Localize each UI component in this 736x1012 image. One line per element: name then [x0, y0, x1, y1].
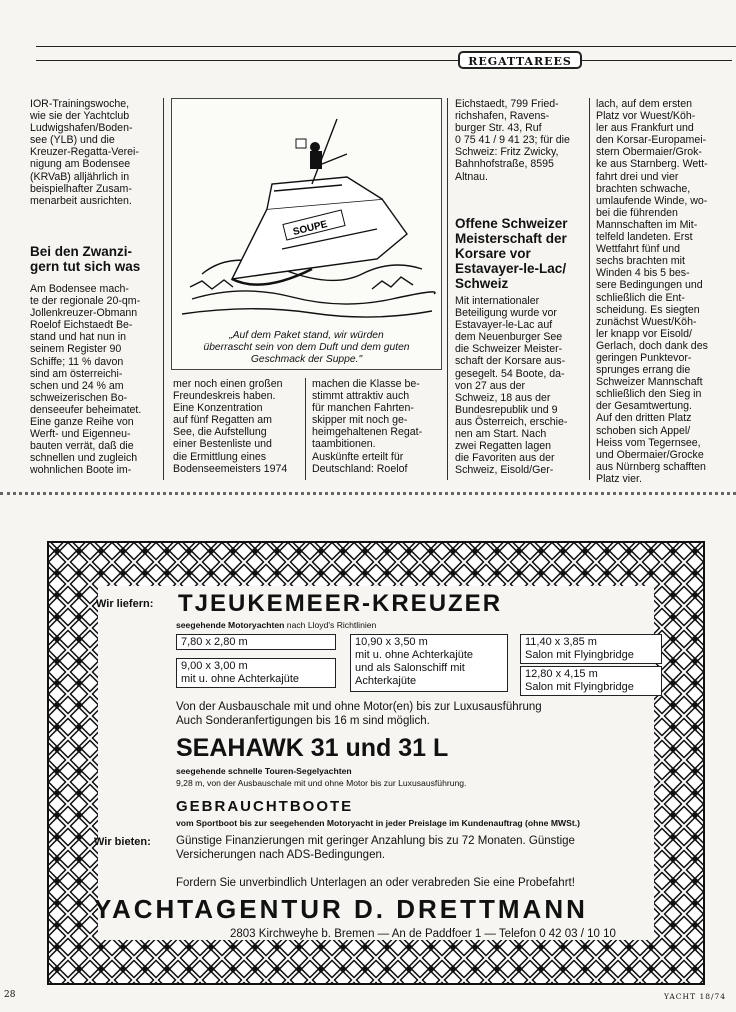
- deliver-label: Wir liefern:: [96, 598, 154, 610]
- header-rule-2: [36, 60, 458, 61]
- size-box-4: 11,40 x 3,85 m Salon mit Flyingbridge: [520, 634, 662, 664]
- col-divider-1: [163, 98, 164, 480]
- header-rule-3: [582, 60, 732, 61]
- sub2-rest: 9,28 m, von der Ausbauschale mit und ohne Motor bis zur Luxusausführung.: [176, 778, 467, 788]
- offer-label: Wir bieten:: [94, 836, 151, 848]
- col3-text: machen die Klasse be- stimmt attraktiv auch für manchen Fahrten- skipper mit noch ge- heimgehaltenen Regat- taambitionen. Auskünfte erteilt für Deutschland: Roelof: [312, 378, 423, 475]
- title-gebrauchtboote: GEBRAUCHTBOOTE: [176, 798, 354, 815]
- address: 2803 Kirchweyhe b. Bremen — An de Paddfoer 1 — Telefon 0 42 03 / 10 10: [230, 928, 616, 940]
- page-number: 28: [4, 990, 16, 1000]
- sub2-bold: seegehende schnelle Touren-Segelyachten: [176, 766, 352, 776]
- col1-headline: Bei den Zwanzi- gern tut sich was: [30, 244, 141, 274]
- sub3: vom Sportboot bis zur seegehenden Motoryacht in jeder Preislage im Kundenauftrag (ohne MWSt.): [176, 818, 580, 828]
- header-rule: [36, 46, 736, 47]
- cta: Fordern Sie unverbindlich Unterlagen an oder verabreden Sie eine Probefahrt!: [176, 877, 575, 889]
- title-tjeukemeer: TJEUKEMEER-KREUZER: [178, 590, 503, 617]
- company-name: YACHTAGENTUR D. DRETTMANN: [94, 894, 588, 924]
- col4-top: Eichstaedt, 799 Fried- richshafen, Ravens- burger Str. 43, Ruf 0 75 41 / 9 41 23; für die Schweiz: Fritz Zwicky, Bahnhofstraße, 8595 Altnau.: [455, 98, 570, 183]
- size-box-2: 9,00 x 3,00 m mit u. ohne Achterkajüte: [176, 658, 336, 688]
- size-box-5: 12,80 x 4,15 m Salon mit Flyingbridge: [520, 666, 662, 696]
- col-divider-2: [447, 98, 448, 480]
- illustration-caption: „Auf dem Paket stand, wir würden überrascht sein von dem Duft und dem guten Geschmack der Suppe.": [203, 330, 410, 365]
- col2-text: mer noch einen großen Freundeskreis haben. Eine Konzentration auf fünf Regatten am See, die Aufstellung einer Bestenliste und die Ermittlung eines Bodenseemeisters 1974: [173, 378, 288, 475]
- section-separator: [0, 492, 736, 495]
- offer-text: Günstige Finanzierungen mit geringer Anzahlung bis zu 72 Monaten. Günstige Versicherungen nach ADS-Bedingungen.: [176, 835, 575, 861]
- boat-drawing: [172, 99, 441, 329]
- col-divider-23: [305, 378, 306, 480]
- col5-text: lach, auf dem ersten Platz vor Wuest/Köh- ler aus Frankfurt und den Korsar-Europamei- stern Obermaier/Grok- ke aus Starnberg. Wett- fahrt drei und vier brachten schwache, umlaufende Winde, wo- bei die führenden Mannschaften im Mit- telfeld landeten. Erst Wettfahrt fünf und sechs brachten mit Winden 4 bis 5 bes- sere Bedingungen und schließlich die Ent- scheidung. Es siegten zunächst Wuest/Köh- ler knapp vor Eisold/ Gerlach, doch dank des geringen Punktevor- sprunges errang die Schweizer Mannschaft schließlich den Sieg in der Gesamtwertung. Auf den dritten Platz schoben sich Appel/ Heiss vom Tegernsee, und Obermaier/Grocke aus Nürnberg schafften Platz vier.: [596, 98, 708, 485]
- boat-name: SOUPE: [291, 218, 329, 239]
- col4-body: Mit internationaler Beteiligung wurde vor Estavayer-le-Lac auf dem Neuenburger See die Schweizer Meister- schaft der Korsare aus- gesegelt. 54 Boote, da- von 27 aus der Schweiz, 18 aus der Bundesrepublik und 9 aus Österreich, erschie- nen am Start. Nach zwei Regatten lagen die Favoriten aus der Schweiz, Eisold/Ger-: [455, 295, 568, 477]
- line1: Von der Ausbauschale mit und ohne Motor(en) bis zur Luxusausführung Auch Sonderanfertigungen bis 16 m sind möglich.: [176, 701, 542, 727]
- advertisement: [46, 540, 706, 986]
- magazine-issue: YACHT 18/74: [664, 992, 727, 1001]
- title-seahawk: SEAHAWK 31 und 31 L: [176, 734, 449, 762]
- col1-intro: IOR-Trainingswoche, wie sie der Yachtclub Ludwigshafen/Boden- see (YLB) und die Kreuzer-Regatta-Verei- nigung am Bodensee (KRVaB) alljährlich in beispielhafter Zusam- menarbeit ausrichten.: [30, 98, 139, 207]
- sub1: [176, 620, 376, 630]
- col4-headline: Offene Schweizer Meisterschaft der Korsare vor Estavayer-le-Lac/ Schweiz: [455, 216, 568, 291]
- sub1-bold: seegehende Motoryachten: [176, 620, 285, 630]
- size-box-1: 7,80 x 2,80 m: [176, 634, 336, 650]
- col1-body: Am Bodensee mach- te der regionale 20-qm- Jollenkreuzer-Obmann Roelof Eichstaedt Be- stand und hat nun in seinem Register 90 Schiffe; 11 % davon sind am österreichi- schen und 24 % am schweizerischen Bo- denseeufer beheimatet. Eine ganze Reihe von Werft- und Eigenneu- bauten verrät, daß die schnellen und zugleich wohnlichen Boote im-: [30, 283, 142, 477]
- sub1-rest: nach Lloyd's Richtlinien: [286, 620, 377, 630]
- col-divider-3: [589, 98, 590, 480]
- size-box-3: 10,90 x 3,50 m mit u. ohne Achterkajüte und als Salonschiff mit Achterkajüte: [350, 634, 508, 692]
- section-badge: REGATTAREES: [458, 51, 582, 69]
